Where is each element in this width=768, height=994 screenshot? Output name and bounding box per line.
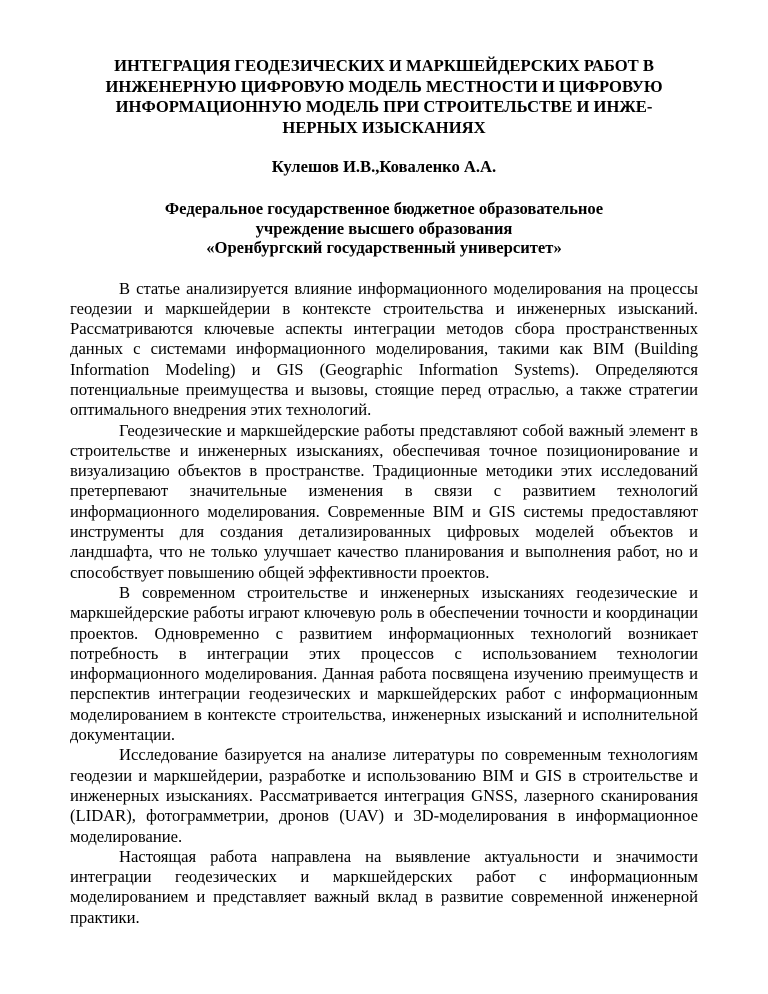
paper-affiliation xyxy=(70,199,698,258)
paragraph-4: Исследование базируется на анализе литературы по современным технологиям геодезии и маркшейдерии, разработке и использованию BIM и GIS в строительстве и инженерных изысканиях. Рассматривается интеграция GNSS, лазерного сканирования (LIDAR), фотограмметрии, дронов (UAV) и 3D-моделирования в информационное моделирование. xyxy=(70,745,698,846)
title-line-3: ИНФОРМАЦИОННУЮ МОДЕЛЬ ПРИ СТРОИТЕЛЬСТВЕ И ИНЖЕ- xyxy=(115,97,653,116)
paragraph-3: В современном строительстве и инженерных изысканиях геодезические и маркшейдерские работы играют ключевую роль в обеспечении точности и координации проектов. Одновременно с развитием информационных технологий возникает потребность в интеграции этих процессов с использованием технологии информационного моделирования. Данная работа посвящена изучению преимуществ и перспектив интеграции геодезических и маркшейдерских работ с информационным моделированием в контексте строительства, инженерных изысканий и исполнительной документации. xyxy=(70,582,698,745)
paragraph-2: Геодезические и маркшейдерские работы представляют собой важный элемент в строительстве и инженерных изысканиях, обеспечивая точное позиционирование и визуализацию объектов в пространстве. Традиционные методики этих исследований претерпевают значительные изменения в связи с развитием технологий информационного моделирования. Современные BIM и GIS системы предоставляют инструменты для создания детализированных цифровых моделей объектов и ландшафта, что не только улучшает качество планирования и выполнения работ, но и способствует повышению общей эффективности проектов. xyxy=(70,420,698,582)
paragraph-5: Настоящая работа направлена на выявление актуальности и значимости интеграции геодезических и маркшейдерских работ с информационным моделированием и представляет важный вклад в развитие современной инженерной практики. xyxy=(70,846,698,927)
paper-authors: Кулешов И.В.,Коваленко А.А. xyxy=(271,157,497,176)
affiliation-line-2: учреждение высшего образования xyxy=(255,218,513,238)
title-line-1: ИНТЕГРАЦИЯ ГЕОДЕЗИЧЕСКИХ И МАРКШЕЙДЕРСКИХ РАБОТ В xyxy=(114,56,654,75)
title-line-4: НЕРНЫХ ИЗЫСКАНИЯХ xyxy=(282,117,486,137)
title-line-2: ИНЖЕНЕРНУЮ ЦИФРОВУЮ МОДЕЛЬ МЕСТНОСТИ И ЦИФРОВУЮ xyxy=(105,76,663,96)
paper-title xyxy=(70,56,698,138)
paper-body xyxy=(70,279,698,929)
affiliation-line-1: Федеральное государственное бюджетное образовательное xyxy=(164,199,604,218)
affiliation-line-3: «Оренбургский государственный университет» xyxy=(206,238,562,257)
paragraph-1: В статье анализируется влияние информационного моделирования на процессы геодезии и маркшейдерии в контексте строительства и инженерных изысканий. Рассматриваются ключевые аспекты интеграции методов сбора пространственных данных с системами информационного моделирования, такими как BIM (Building Information Modeling) и GIS (Geographic Information Systems). Определяются потенциальные преимущества и вызовы, стоящие перед отраслью, а также стратегии оптимального внедрения этих технологий. xyxy=(70,278,698,420)
